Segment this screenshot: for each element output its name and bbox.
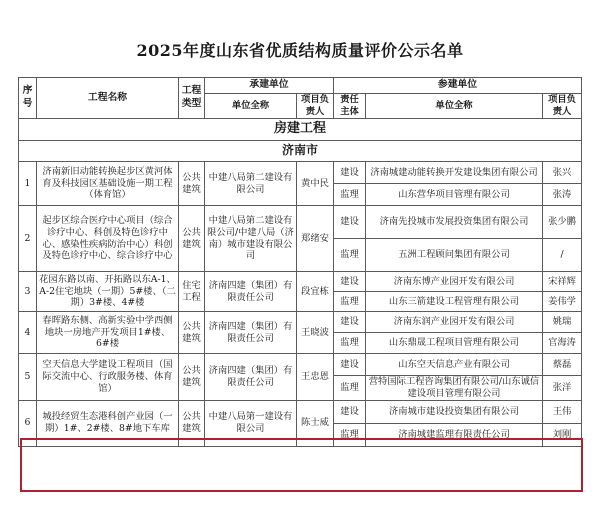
responsibility-cell: 建设 <box>334 162 366 184</box>
participant-leader-cell: 宋祥辉 <box>543 272 582 292</box>
contractor-name-cell: 中建八局第二建设有限公司/中建八局（济南）城市建设有限公司 <box>205 206 297 272</box>
header-responsibility: 责任主体 <box>334 94 366 119</box>
participant-leader-cell: / <box>543 239 582 272</box>
evaluation-table <box>18 77 582 447</box>
header-seq: 序号 <box>19 78 37 119</box>
seq-cell: 3 <box>19 272 37 312</box>
participant-leader-cell: 张兴 <box>543 162 582 184</box>
project-name-cell: 起步区综合医疗中心项目（综合诊疗中心、科创及特色诊疗中心、感染性疾病防治中心）科创及特色诊疗中心、综合诊疗中心 <box>37 206 179 272</box>
participant-leader-cell: 张洋 <box>543 376 582 401</box>
project-name-cell: 济南新旧动能转换起步区黄河体育及科技园区基础设施一期工程（体育馆） <box>37 162 179 206</box>
participant-name-cell: 山东鼎晟工程项目管理有限公司 <box>366 333 543 354</box>
seq-cell: 2 <box>19 206 37 272</box>
participant-name-cell: 山东三箭建设工程管理有限公司 <box>366 292 543 312</box>
seq-cell: 1 <box>19 162 37 206</box>
contractor-leader-cell: 郑绪安 <box>297 206 334 272</box>
header-contractor-name: 单位全称 <box>205 94 297 119</box>
contractor-name-cell: 济南四建（集团）有限责任公司 <box>205 354 297 401</box>
table-row <box>19 312 582 333</box>
project-name-cell: 城投经贸生态港科创产业园（一期）1#、2#楼、8#地下车库 <box>37 400 179 446</box>
participant-leader-cell: 官海涛 <box>543 333 582 354</box>
seq-cell: 4 <box>19 312 37 354</box>
responsibility-cell: 建设 <box>334 206 366 239</box>
participant-leader-cell: 姚瑞 <box>543 312 582 333</box>
table-row <box>19 354 582 376</box>
responsibility-cell: 监理 <box>334 333 366 354</box>
project-type-cell: 公共建筑 <box>179 312 205 354</box>
section-row <box>19 119 582 141</box>
seq-cell: 6 <box>19 400 37 446</box>
project-type-cell: 公共建筑 <box>179 354 205 401</box>
project-name-cell: 花园东路以南、开拓路以东A-1、A-2住宅地块（一期）5#楼、（二期）3#楼、4#楼 <box>37 272 179 312</box>
table-row <box>19 206 582 239</box>
participant-name-cell: 五洲工程顾问集团有限公司 <box>366 239 543 272</box>
responsibility-cell: 建设 <box>334 354 366 376</box>
header-project-type: 工程类型 <box>179 78 205 119</box>
project-name-cell: 春晖路东侧、高新实验中学西侧地块一房地产开发项目1#楼、6#楼 <box>37 312 179 354</box>
participant-name-cell: 济南城建动能转换开发建设集团有限公司 <box>366 162 543 184</box>
participant-leader-cell: 张涛 <box>543 184 582 206</box>
responsibility-cell: 建设 <box>334 272 366 292</box>
contractor-leader-cell: 陈士威 <box>297 400 334 446</box>
contractor-name-cell: 中建八局第二建设有限公司 <box>205 162 297 206</box>
table-row <box>19 272 582 292</box>
participant-name-cell: 营特国际工程咨询集团有限公司/山东诚信建设项目管理有限公司 <box>366 376 543 401</box>
participant-name-cell: 济南先投城市发展投资集团有限公司 <box>366 206 543 239</box>
city-row <box>19 141 582 162</box>
contractor-leader-cell: 黄中民 <box>297 162 334 206</box>
project-type-cell: 公共建筑 <box>179 206 205 272</box>
participant-name-cell: 济南城市建设投资集团有限公司 <box>366 400 543 423</box>
participant-leader-cell: 蔡磊 <box>543 354 582 376</box>
contractor-name-cell: 济南四建（集团）有限责任公司 <box>205 312 297 354</box>
city-title: 济南市 <box>19 141 582 162</box>
project-name-cell: 空天信息大学建设工程项目（国际交流中心、行政服务楼、体育馆） <box>37 354 179 401</box>
header-participant-name: 单位全称 <box>366 94 543 119</box>
responsibility-cell: 监理 <box>334 239 366 272</box>
responsibility-cell: 监理 <box>334 376 366 401</box>
header-row-1 <box>19 78 582 94</box>
project-type-cell: 公共建筑 <box>179 400 205 446</box>
responsibility-cell: 监理 <box>334 292 366 312</box>
participant-name-cell: 济南东博产业园开发有限公司 <box>366 272 543 292</box>
responsibility-cell: 监理 <box>334 184 366 206</box>
project-type-cell: 公共建筑 <box>179 162 205 206</box>
contractor-leader-cell: 王晓波 <box>297 312 334 354</box>
contractor-leader-cell: 王忠恩 <box>297 354 334 401</box>
header-participant-group: 参建单位 <box>334 78 582 94</box>
responsibility-cell: 建设 <box>334 400 366 423</box>
project-type-cell: 住宅工程 <box>179 272 205 312</box>
participant-name-cell: 济南东润产业园开发有限公司 <box>366 312 543 333</box>
seq-cell: 5 <box>19 354 37 401</box>
contractor-name-cell: 济南四建（集团）有限责任公司 <box>205 272 297 312</box>
responsibility-cell: 监理 <box>334 423 366 446</box>
page-title: 2025年度山东省优质结构质量评价公示名单 <box>136 41 464 60</box>
participant-leader-cell: 刘刚 <box>543 423 582 446</box>
section-title: 房建工程 <box>19 119 582 141</box>
header-contractor-leader: 项目负责人 <box>297 94 334 119</box>
header-participant-leader: 项目负责人 <box>543 94 582 119</box>
participant-name-cell: 山东空天信息产业有限公司 <box>366 354 543 376</box>
participant-leader-cell: 张少鹏 <box>543 206 582 239</box>
table-row <box>19 162 582 184</box>
participant-leader-cell: 王伟 <box>543 400 582 423</box>
participant-name-cell: 济南城建监理有限责任公司 <box>366 423 543 446</box>
contractor-leader-cell: 段宜栋 <box>297 272 334 312</box>
contractor-name-cell: 中建八局第一建设有限公司 <box>205 400 297 446</box>
participant-leader-cell: 姜伟学 <box>543 292 582 312</box>
header-project-name: 工程名称 <box>37 78 179 119</box>
participant-name-cell: 山东营华项目管理有限公司 <box>366 184 543 206</box>
responsibility-cell: 建设 <box>334 312 366 333</box>
table-row <box>19 400 582 423</box>
header-contractor-group: 承建单位 <box>205 78 334 94</box>
